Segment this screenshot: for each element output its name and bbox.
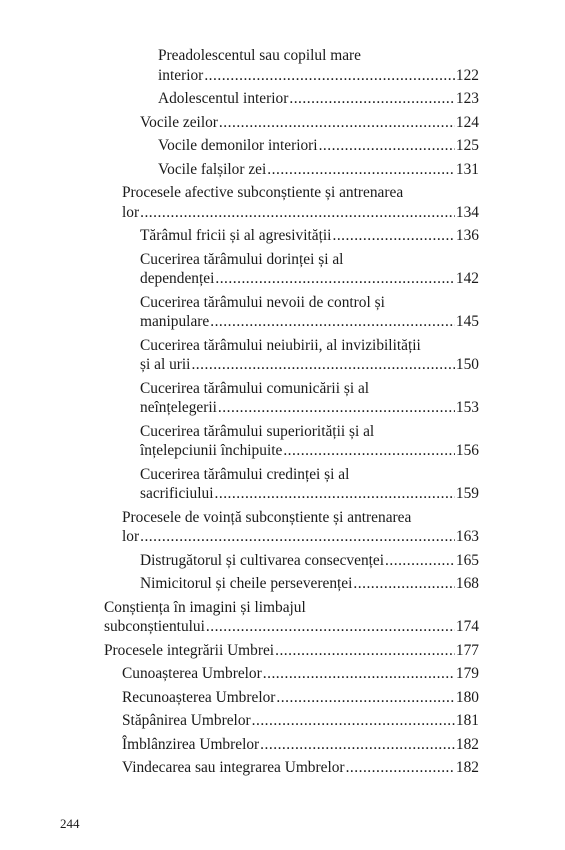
dot-leader bbox=[283, 441, 455, 461]
toc-entry-line bbox=[104, 617, 479, 637]
toc-entry-page: 177 bbox=[455, 641, 479, 659]
table-of-contents bbox=[0, 46, 565, 782]
toc-entry bbox=[122, 508, 479, 547]
toc-entry-line bbox=[122, 758, 479, 778]
toc-entry-line bbox=[140, 551, 479, 571]
toc-entry-line bbox=[122, 688, 479, 708]
toc-entry bbox=[122, 758, 479, 778]
toc-entry-title: lor bbox=[122, 528, 140, 545]
toc-entry-title-line: Cucerirea tărâmului credinței și al bbox=[140, 465, 350, 483]
toc-entry bbox=[122, 688, 479, 708]
toc-entry bbox=[140, 250, 479, 289]
toc-entry-line bbox=[140, 113, 479, 133]
toc-entry-title: Nimicitorul și cheile perseverenței bbox=[140, 575, 353, 592]
toc-entry bbox=[140, 465, 479, 504]
toc-entry-title: Procesele integrării Umbrei bbox=[104, 641, 275, 659]
toc-entry-page: 182 bbox=[455, 759, 479, 776]
toc-entry-line bbox=[140, 355, 479, 375]
toc-entry-title-line: Cucerirea tărâmului neiubirii, al invizibilității bbox=[140, 336, 421, 354]
toc-entry-line bbox=[140, 269, 479, 289]
toc-entry-title: manipulare bbox=[140, 313, 210, 330]
toc-entry-page: 163 bbox=[455, 528, 479, 545]
toc-entry-title: Îmblânzirea Umbrelor bbox=[122, 735, 260, 753]
toc-entry-line bbox=[104, 641, 479, 661]
toc-entry-line bbox=[158, 160, 479, 180]
toc-entry-page: 136 bbox=[455, 227, 479, 244]
toc-entry-title: Recunoașterea Umbrelor bbox=[122, 688, 276, 706]
dot-leader bbox=[267, 160, 455, 180]
toc-entry-line bbox=[140, 441, 479, 461]
toc-entry-title: Distrugătorul și cultivarea consecvenței bbox=[140, 551, 385, 569]
toc-entry-line bbox=[122, 203, 479, 223]
toc-entry bbox=[140, 574, 479, 594]
toc-entry-page: 131 bbox=[455, 160, 479, 178]
dot-leader bbox=[215, 484, 455, 504]
toc-entry bbox=[104, 641, 479, 661]
toc-entry-page: 134 bbox=[455, 203, 479, 221]
toc-entry bbox=[122, 183, 479, 222]
toc-entry bbox=[140, 336, 479, 375]
toc-entry bbox=[158, 136, 479, 156]
toc-entry-title: Vocile zeilor bbox=[140, 113, 218, 131]
toc-entry-title: înțelepciunii închipuite bbox=[140, 442, 283, 459]
toc-entry bbox=[158, 160, 479, 180]
dot-leader bbox=[140, 203, 455, 223]
toc-entry-title: neînțelegerii bbox=[140, 399, 217, 416]
toc-entry-page: 159 bbox=[455, 485, 479, 502]
dot-leader bbox=[332, 226, 454, 246]
toc-entry-title: Vindecarea sau integrarea Umbrelor bbox=[122, 759, 345, 776]
toc-entry-line bbox=[122, 527, 479, 547]
toc-entry-page: 156 bbox=[455, 442, 479, 459]
toc-entry-page: 179 bbox=[455, 665, 479, 682]
toc-entry bbox=[140, 113, 479, 133]
toc-entry-line bbox=[140, 312, 479, 332]
toc-entry-page: 165 bbox=[455, 551, 479, 569]
toc-entry bbox=[122, 664, 479, 684]
toc-entry-line bbox=[140, 484, 479, 504]
toc-entry bbox=[140, 551, 479, 571]
toc-entry-title: lor bbox=[122, 203, 140, 221]
toc-entry-title: și al urii bbox=[140, 356, 191, 373]
dot-leader bbox=[319, 136, 455, 156]
toc-entry-title: Vocile falșilor zei bbox=[158, 160, 267, 178]
toc-entry-line bbox=[158, 89, 479, 109]
toc-entry-line bbox=[140, 398, 479, 418]
dot-leader bbox=[353, 574, 455, 594]
toc-entry bbox=[140, 293, 479, 332]
page-number: 244 bbox=[60, 816, 80, 831]
toc-entry-title-line: Procesele afective subconștiente și antrenarea bbox=[122, 184, 404, 201]
toc-entry-title: sacrificiului bbox=[140, 485, 214, 502]
toc-entry bbox=[140, 422, 479, 461]
toc-entry-title: subconștientului bbox=[104, 618, 205, 635]
toc-entry-line bbox=[158, 136, 479, 156]
toc-entry-page: 122 bbox=[455, 66, 479, 84]
dot-leader bbox=[275, 641, 455, 661]
toc-entry-page: 145 bbox=[455, 313, 479, 330]
dot-leader bbox=[204, 66, 455, 86]
toc-entry-line bbox=[140, 226, 479, 246]
dot-leader bbox=[215, 269, 455, 289]
toc-entry-page: 123 bbox=[455, 90, 479, 107]
toc-entry bbox=[122, 711, 479, 731]
toc-entry-title: Stăpânirea Umbrelor bbox=[122, 712, 251, 729]
toc-entry-line bbox=[122, 711, 479, 731]
dot-leader bbox=[289, 89, 455, 109]
toc-entry-page: 153 bbox=[455, 399, 479, 416]
toc-entry-title-line: Cucerirea tărâmului comunicării și al bbox=[140, 379, 370, 397]
toc-entry-page: 142 bbox=[455, 270, 479, 287]
toc-entry-page: 125 bbox=[455, 137, 479, 154]
toc-entry-page: 150 bbox=[455, 356, 479, 373]
toc-entry-title: Adolescentul interior bbox=[158, 90, 289, 107]
toc-entry-line bbox=[122, 735, 479, 755]
toc-entry-title-line: Preadolescentul sau copilul mare bbox=[158, 47, 362, 64]
toc-entry bbox=[140, 379, 479, 418]
dot-leader bbox=[140, 527, 455, 547]
dot-leader bbox=[385, 551, 455, 571]
dot-leader bbox=[218, 398, 455, 418]
dot-leader bbox=[219, 113, 455, 133]
toc-entry bbox=[158, 89, 479, 109]
toc-entry bbox=[158, 46, 479, 85]
toc-entry-page: 180 bbox=[455, 688, 479, 706]
toc-entry bbox=[140, 226, 479, 246]
toc-entry-page: 181 bbox=[455, 712, 479, 729]
dot-leader bbox=[346, 758, 455, 778]
toc-entry-line bbox=[122, 664, 479, 684]
toc-entry-page: 168 bbox=[455, 575, 479, 592]
toc-entry bbox=[104, 598, 479, 637]
toc-entry-title-line: Conștiența în imagini și limbajul bbox=[104, 598, 306, 616]
toc-entry-page: 174 bbox=[455, 618, 479, 635]
toc-entry-page: 182 bbox=[455, 735, 479, 753]
dot-leader bbox=[210, 312, 455, 332]
toc-entry-title: Vocile demonilor interiori bbox=[158, 137, 318, 154]
dot-leader bbox=[206, 617, 455, 637]
toc-entry-title-line: Cucerirea tărâmului superiorității și al bbox=[140, 422, 375, 440]
dot-leader bbox=[252, 711, 455, 731]
dot-leader bbox=[276, 688, 454, 708]
toc-entry bbox=[122, 735, 479, 755]
toc-entry-page: 124 bbox=[455, 113, 479, 131]
toc-entry-line bbox=[158, 66, 479, 86]
dot-leader bbox=[260, 735, 455, 755]
toc-entry-title: dependenței bbox=[140, 270, 215, 287]
toc-entry-title-line: Cucerirea tărâmului nevoii de control și bbox=[140, 293, 385, 311]
toc-entry-title-line: Procesele de voință subconștiente și antrenarea bbox=[122, 508, 412, 526]
dot-leader bbox=[191, 355, 454, 375]
toc-entry-title: Cunoașterea Umbrelor bbox=[122, 665, 262, 682]
toc-entry-title-line: Cucerirea tărâmului dorinței și al bbox=[140, 250, 344, 268]
toc-entry-title: Tărâmul fricii și al agresivității bbox=[140, 227, 332, 244]
toc-entry-title: interior bbox=[158, 66, 204, 84]
toc-entry-line bbox=[140, 574, 479, 594]
dot-leader bbox=[263, 664, 455, 684]
